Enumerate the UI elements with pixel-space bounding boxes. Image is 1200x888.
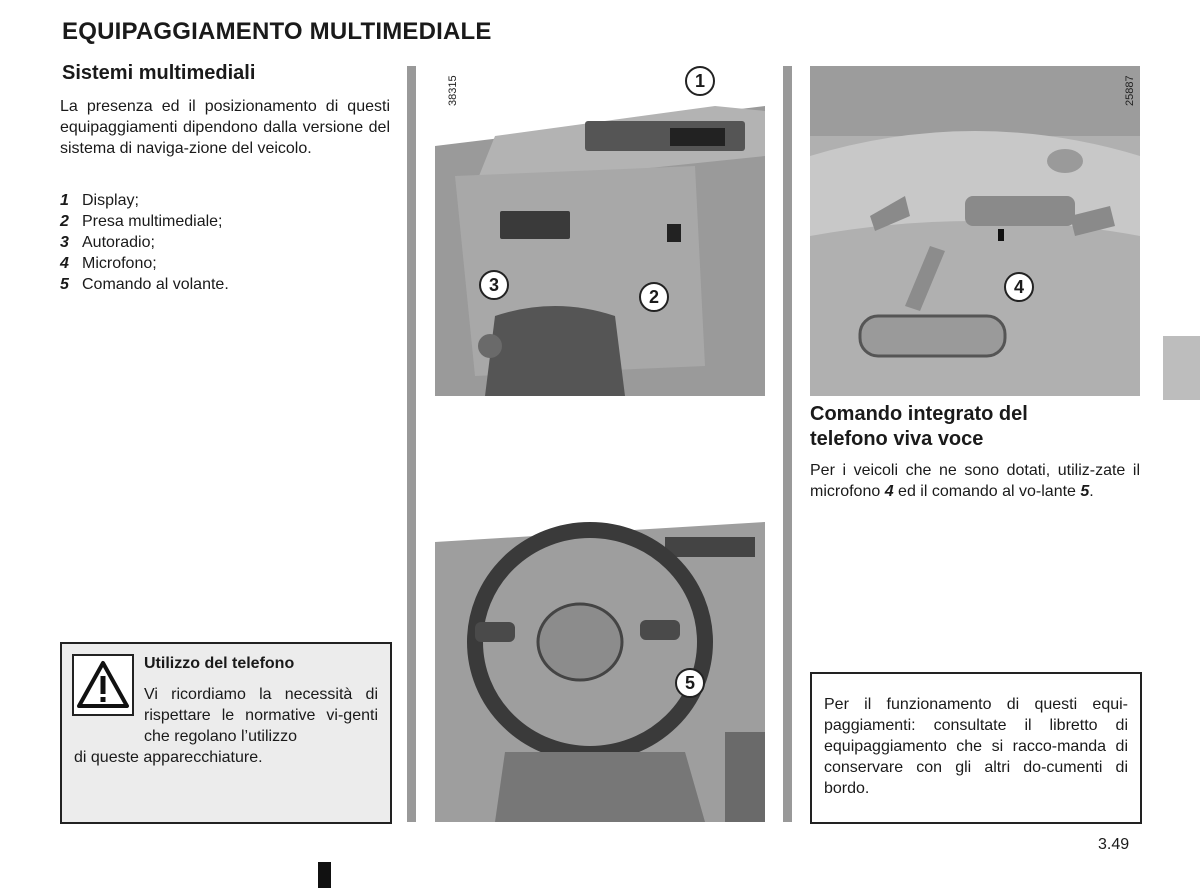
callout-4: 4 [1004, 272, 1034, 302]
list-item: 5 Comando al volante. [60, 276, 229, 293]
legend-list [60, 190, 390, 295]
handsfree-paragraph: Per i veicoli che ne sono dotati, utiliz-zate il microfono 4 ed il comando al vo-lante 5. [810, 462, 1140, 500]
page-number: 3.49 [1098, 836, 1130, 853]
callout-5: 5 [675, 668, 705, 698]
warning-triangle-icon [72, 654, 134, 716]
column-divider [407, 66, 416, 822]
photo-code: 25887 [1124, 75, 1136, 106]
list-item: 2 Presa multimediale; [60, 213, 223, 230]
warning-text: Vi ricordiamo la necessità di rispettare le normative vi-genti che regolano l’utilizzo [144, 686, 378, 745]
crop-mark [318, 862, 331, 888]
callout-1: 1 [685, 66, 715, 96]
info-text: Per il funzionamento di questi equi-paggiamenti: consultate il libretto di equipaggiamento che si racco-manda di conservare con gli altri do-cumenti di bordo. [824, 696, 1128, 797]
column-divider [783, 66, 792, 822]
info-box [810, 672, 1142, 824]
warning-text-end: di queste apparecchiature. [74, 749, 263, 766]
section-title-handsfree: Comando integrato del telefono viva voce [810, 403, 1028, 450]
phone-warning-box [60, 642, 392, 824]
intro-paragraph: La presenza ed il posizionamento di questi equipaggiamenti dipendono dalla versione del sistema di naviga-zione del veicolo. [60, 98, 390, 157]
callout-2: 2 [639, 282, 669, 312]
callout-3: 3 [479, 270, 509, 300]
list-item: 1 Display; [60, 192, 139, 209]
photo-code: 38315 [447, 75, 459, 106]
ceiling-microphone-photo [810, 66, 1140, 396]
steering-wheel-photo [435, 492, 765, 822]
page-title: EQUIPAGGIAMENTO MULTIMEDIALE [62, 18, 492, 45]
section-tab-marker [1163, 336, 1200, 400]
warning-title: Utilizzo del telefono [144, 655, 295, 672]
section-title-multimedia: Sistemi multimediali [62, 62, 256, 84]
dashboard-photo [435, 66, 765, 396]
list-item: 4 Microfono; [60, 255, 157, 272]
list-item: 3 Autoradio; [60, 234, 155, 251]
